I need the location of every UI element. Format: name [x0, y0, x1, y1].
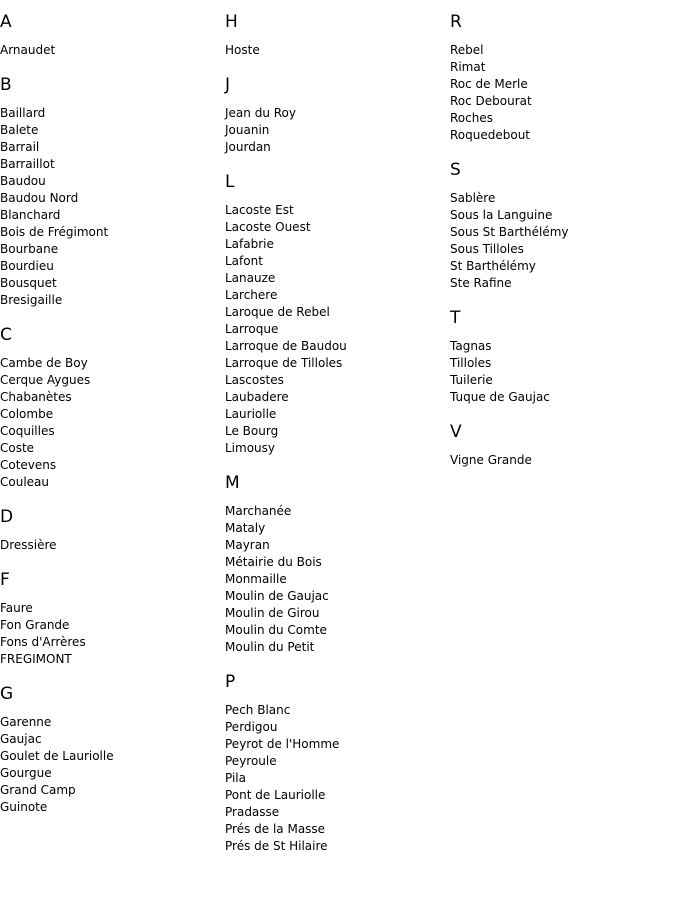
place-name-item[interactable]: Perdigou	[225, 720, 278, 734]
place-name-item[interactable]: Limousy	[225, 441, 276, 455]
place-name-item[interactable]: Lafont	[225, 254, 263, 268]
letter-heading: F	[0, 570, 10, 590]
place-name-item[interactable]: Balete	[0, 123, 39, 137]
letter-group	[225, 12, 450, 59]
place-name-item[interactable]: Roc de Merle	[450, 77, 528, 91]
place-list	[0, 600, 225, 668]
letter-heading: M	[225, 473, 240, 493]
place-list	[450, 452, 675, 469]
place-list	[450, 338, 675, 406]
letter-heading: H	[225, 12, 238, 32]
letter-group	[450, 422, 675, 469]
place-name-item[interactable]: Lacoste Ouest	[225, 220, 311, 234]
letter-heading: G	[0, 684, 14, 704]
place-name-item[interactable]: Prés de la Masse	[225, 822, 326, 836]
place-name-item[interactable]: Larroque	[225, 322, 279, 336]
place-name-item[interactable]: Pila	[225, 771, 246, 785]
index-column-3	[450, 0, 675, 485]
place-name-item[interactable]: Jean du Roy	[225, 106, 296, 120]
place-name-item[interactable]: Hoste	[225, 43, 260, 57]
place-name-item[interactable]: Bois de Frégimont	[0, 225, 109, 239]
place-name-item[interactable]: Grand Camp	[0, 783, 76, 797]
place-name-item[interactable]: Roquedebout	[450, 128, 531, 142]
place-name-item[interactable]: Fons d'Arrères	[0, 635, 86, 649]
place-name-item[interactable]: Baudou	[0, 174, 46, 188]
place-list	[0, 714, 225, 816]
letter-group	[225, 172, 450, 457]
place-list	[0, 537, 225, 554]
place-name-item[interactable]: Mayran	[225, 538, 270, 552]
place-name-item[interactable]: Marchanée	[225, 504, 292, 518]
place-list	[450, 190, 675, 292]
letter-group	[0, 12, 225, 59]
letter-heading: A	[0, 12, 12, 32]
letter-group	[0, 325, 225, 491]
letter-heading: D	[0, 507, 14, 527]
place-name-item[interactable]: Prés de St Hilaire	[225, 839, 328, 853]
place-list	[0, 105, 225, 309]
place-name-item[interactable]: Lacoste Est	[225, 203, 294, 217]
place-name-item[interactable]: Jourdan	[225, 140, 271, 154]
letter-group	[450, 12, 675, 144]
place-name-item[interactable]: Laubadere	[225, 390, 289, 404]
place-name-item[interactable]: Larroque de Tilloles	[225, 356, 343, 370]
place-name-item[interactable]: Peyroule	[225, 754, 277, 768]
place-name-item[interactable]: Baillard	[0, 106, 46, 120]
letter-group	[0, 75, 225, 309]
place-name-item[interactable]: Dressière	[0, 538, 57, 552]
place-name-item[interactable]: Coquilles	[0, 424, 55, 438]
place-name-item[interactable]: Coste	[0, 441, 35, 455]
place-list	[225, 503, 450, 656]
place-name-item[interactable]: Barraillot	[0, 157, 55, 171]
place-name-item[interactable]: Cambe de Boy	[0, 356, 88, 370]
place-name-item[interactable]: Cerque Aygues	[0, 373, 91, 387]
place-name-item[interactable]: Gourgue	[0, 766, 52, 780]
place-name-item[interactable]: Lanauze	[225, 271, 276, 285]
place-name-item[interactable]: Peyrot de l'Homme	[225, 737, 340, 751]
place-list	[225, 105, 450, 156]
place-name-item[interactable]: Monmaille	[225, 572, 287, 586]
letter-group	[225, 75, 450, 156]
place-name-item[interactable]: Tilloles	[450, 356, 492, 370]
place-name-item[interactable]: Larroque de Baudou	[225, 339, 347, 353]
place-list	[0, 42, 225, 59]
letter-group	[0, 507, 225, 554]
letter-heading: C	[0, 325, 12, 345]
index-column-2	[225, 0, 450, 871]
place-name-item[interactable]: Ste Rafine	[450, 276, 512, 290]
place-name-item[interactable]: Lauriolle	[225, 407, 277, 421]
letter-heading: V	[450, 422, 462, 442]
place-name-item[interactable]: Colombe	[0, 407, 54, 421]
place-name-item[interactable]: Bourdieu	[0, 259, 54, 273]
place-name-item[interactable]: Roc Debourat	[450, 94, 532, 108]
letter-heading: B	[0, 75, 12, 95]
place-name-item[interactable]: Baudou Nord	[0, 191, 79, 205]
place-name-item[interactable]: Goulet de Lauriolle	[0, 749, 114, 763]
place-name-item[interactable]: Guinote	[0, 800, 48, 814]
place-name-item[interactable]: Tagnas	[450, 339, 492, 353]
letter-heading: S	[450, 160, 461, 180]
place-list	[0, 355, 225, 491]
place-name-item[interactable]: Rimat	[450, 60, 486, 74]
place-name-item[interactable]: Bousquet	[0, 276, 57, 290]
place-name-item[interactable]: Couleau	[0, 475, 50, 489]
place-name-item[interactable]: Cotevens	[0, 458, 57, 472]
place-name-item[interactable]: Vigne Grande	[450, 453, 532, 467]
letter-group	[0, 570, 225, 668]
place-name-item[interactable]: FREGIMONT	[0, 652, 72, 666]
place-name-item[interactable]: Moulin du Petit	[225, 640, 315, 654]
place-list	[225, 702, 450, 855]
place-name-item[interactable]: Laroque de Rebel	[225, 305, 330, 319]
place-name-item[interactable]: Garenne	[0, 715, 52, 729]
place-name-item[interactable]: Fon Grande	[0, 618, 70, 632]
place-name-item[interactable]: Pont de Lauriolle	[225, 788, 326, 802]
place-name-item[interactable]: Moulin du Comte	[225, 623, 327, 637]
place-name-item[interactable]: Rebel	[450, 43, 484, 57]
place-name-item[interactable]: Métairie du Bois	[225, 555, 322, 569]
place-list	[225, 42, 450, 59]
letter-group	[0, 684, 225, 816]
place-name-item[interactable]: Pech Blanc	[225, 703, 291, 717]
letter-heading: T	[450, 308, 461, 328]
place-list	[225, 202, 450, 457]
letter-group	[450, 160, 675, 292]
letter-heading: L	[225, 172, 235, 192]
place-name-item[interactable]: Lafabrie	[225, 237, 274, 251]
place-name-item[interactable]: Mataly	[225, 521, 266, 535]
place-name-item[interactable]: Sous St Barthélémy	[450, 225, 569, 239]
letter-group	[225, 473, 450, 656]
place-name-item[interactable]: Sous Tilloles	[450, 242, 524, 256]
place-name-item[interactable]: Arnaudet	[0, 43, 56, 57]
place-name-item[interactable]: Roches	[450, 111, 493, 125]
place-name-item[interactable]: Moulin de Gaujac	[225, 589, 329, 603]
place-name-item[interactable]: Larchere	[225, 288, 278, 302]
place-name-item[interactable]: Pradasse	[225, 805, 280, 819]
letter-heading: J	[225, 75, 231, 95]
letter-group	[450, 308, 675, 406]
place-name-item[interactable]: Le Bourg	[225, 424, 279, 438]
place-name-item[interactable]: Bourbane	[0, 242, 59, 256]
place-name-item[interactable]: Jouanin	[225, 123, 270, 137]
index-column-1	[0, 0, 225, 832]
letter-group	[225, 672, 450, 855]
place-name-item[interactable]: Tuilerie	[450, 373, 493, 387]
place-name-item[interactable]: Lascostes	[225, 373, 284, 387]
place-name-item[interactable]: St Barthélémy	[450, 259, 536, 273]
place-name-item[interactable]: Moulin de Girou	[225, 606, 320, 620]
place-name-item[interactable]: Tuque de Gaujac	[450, 390, 550, 404]
place-name-item[interactable]: Barrail	[0, 140, 40, 154]
place-name-item[interactable]: Faure	[0, 601, 33, 615]
place-list	[450, 42, 675, 144]
place-name-item[interactable]: Gaujac	[0, 732, 42, 746]
letter-heading: R	[450, 12, 462, 32]
place-name-item[interactable]: Bresigaille	[0, 293, 63, 307]
letter-heading: P	[225, 672, 236, 692]
place-name-item[interactable]: Sous la Languine	[450, 208, 553, 222]
place-name-item[interactable]: Chabanètes	[0, 390, 72, 404]
place-name-item[interactable]: Sablère	[450, 191, 496, 205]
place-name-item[interactable]: Blanchard	[0, 208, 61, 222]
